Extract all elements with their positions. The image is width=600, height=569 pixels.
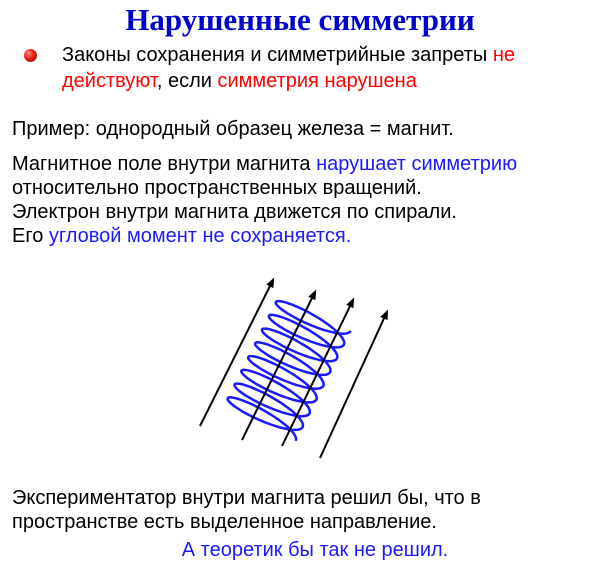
explanation-line-4-a: Его [12, 225, 49, 247]
explanation-line-3: Электрон внутри магнита движется по спирали. [12, 201, 457, 223]
bullet-text [62, 42, 600, 94]
example-text: Пример: однородный образец железа = магнит. [12, 118, 454, 140]
bullet-text-symmetry-broken: симметрия нарушена [217, 70, 417, 92]
field-line-4 [320, 314, 386, 458]
bullet-text-part3: , если [156, 70, 218, 92]
theorist-line: А теоретик бы так не решил. [181, 539, 449, 561]
magnet-spiral-diagram [190, 268, 430, 468]
explanation-line-4-b: угловой момент не сохраняется. [48, 225, 352, 247]
page-title: Нарушенные симметрии [125, 2, 475, 37]
bullet-dot-icon [24, 49, 37, 62]
electron-spiral [228, 301, 351, 441]
explanation-line-1 [12, 152, 517, 176]
bullet-text-not-working: не действуют [62, 44, 515, 92]
conclusion-line-2: пространстве есть выделенное направление. [12, 511, 437, 533]
bullet-text-part1: Законы сохранения и симметрийные запреты [62, 44, 493, 66]
explanation-line-1-b: нарушает симметрию [316, 153, 518, 175]
explanation-paragraph [12, 152, 517, 248]
conclusion-paragraph [12, 486, 481, 534]
explanation-line-4 [12, 224, 517, 248]
explanation-line-1-a: Магнитное поле внутри магнита [12, 153, 317, 175]
conclusion-line-1: Экспериментатор внутри магнита решил бы, что в [12, 487, 481, 509]
explanation-line-2: относительно пространственных вращений. [12, 177, 422, 199]
